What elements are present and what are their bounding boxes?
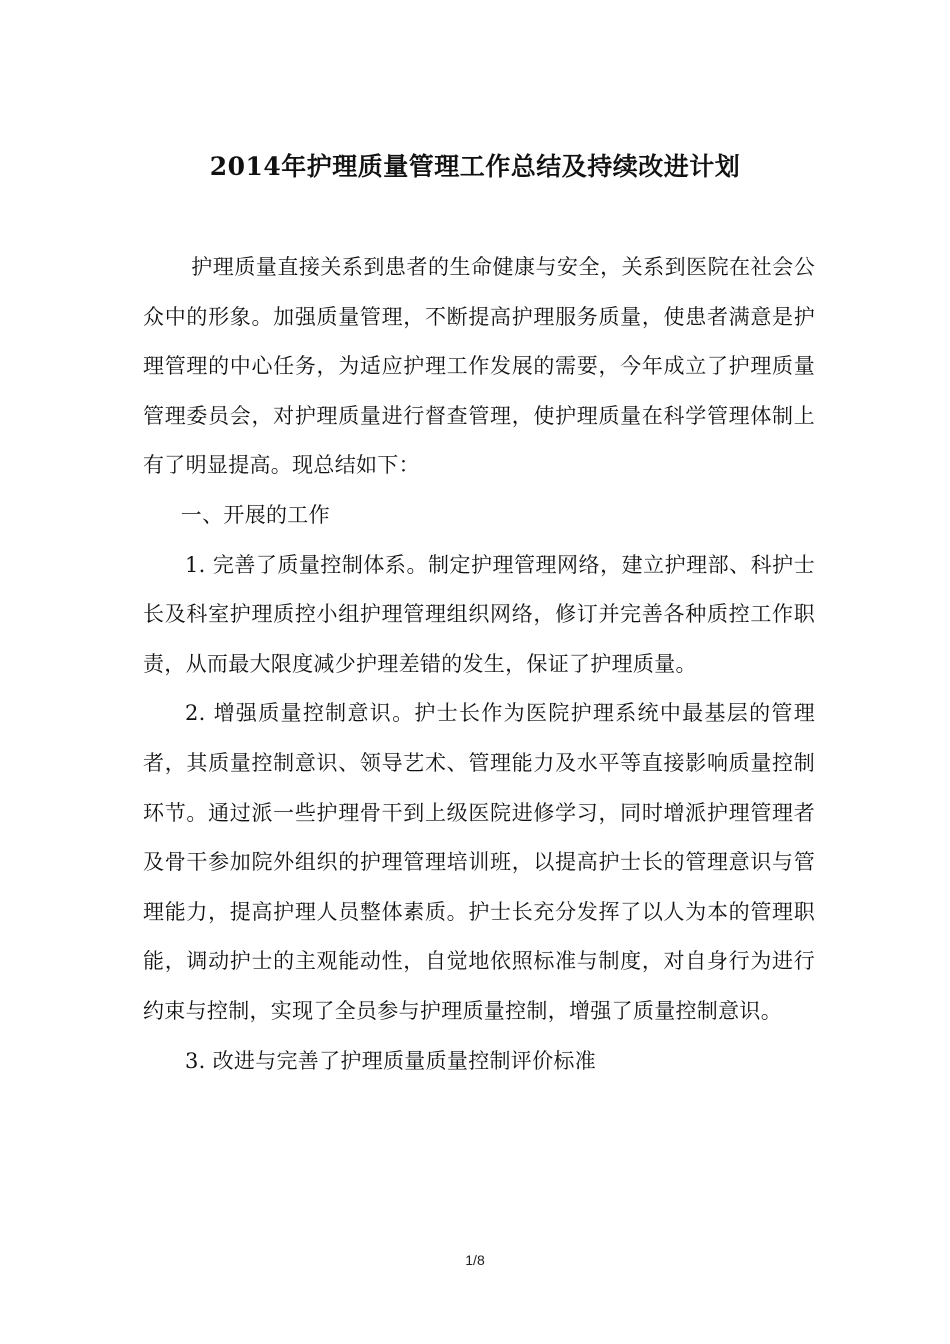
intro-paragraph: 护理质量直接关系到患者的生命健康与安全，关系到医院在社会公众中的形象。加强质量管理，不断提高护理服务质量，使患者满意是护理管理的中心任务，为适应护理工作发展的需要，今年成立了护理质量管理委员会，对护理质量进行督查管理，使护理质量在科学管理体制上有了明显提高。现总结如下： bbox=[143, 255, 815, 478]
document-title: 2014年护理质量管理工作总结及持续改进计划 bbox=[209, 152, 741, 181]
page-number: 1/8 bbox=[465, 1252, 485, 1268]
paragraph-item-3: 3. 改进与完善了护理质量质量控制评价标准 bbox=[185, 1048, 597, 1073]
section-heading: 一、开展的工作 bbox=[180, 502, 330, 527]
paragraph-item-1: 1. 完善了质量控制体系。制定护理管理网络，建立护理部、科护士长及科室护理质控小组护理管理组织网络，修订并完善各种质控工作职责，从而最大限度减少护理差错的发生，保证了护理质量。 bbox=[143, 552, 815, 676]
paragraph-item-2: 2. 增强质量控制意识。护士长作为医院护理系统中最基层的管理者，其质量控制意识、领导艺术、管理能力及水平等直接影响质量控制环节。通过派一些护理骨干到上级医院进修学习，同时增派护理管理者及骨干参加院外组织的护理管理培训班，以提高护士长的管理意识与管理能力，提高护理人员整体素质。护士长充分发挥了以人为本的管理职能，调动护士的主观能动性，自觉地依照标准与制度，对自身行为进行约束与控制，实现了全员参与护理质量控制，增强了质量控制意识。 bbox=[143, 701, 815, 1023]
document-body bbox=[143, 243, 815, 1086]
